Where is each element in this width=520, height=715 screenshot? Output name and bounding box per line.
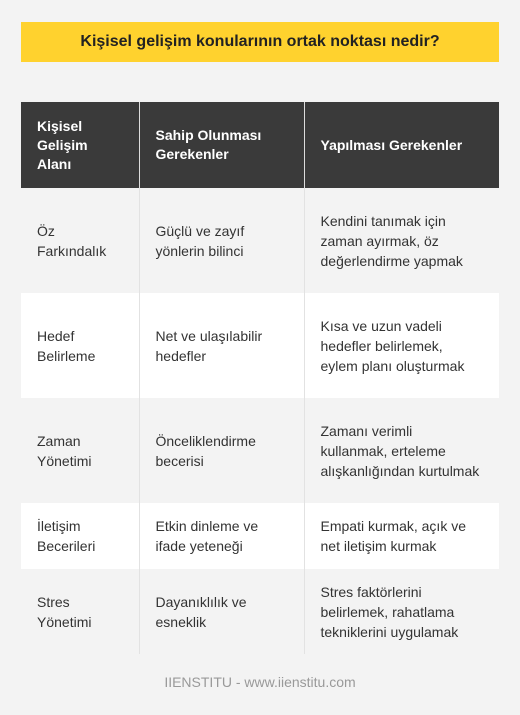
cell-requirements: Etkin dinleme ve ifade yeteneği xyxy=(139,503,304,569)
cell-area: Hedef Belirleme xyxy=(21,293,139,398)
footer-credit: IIENSTITU - www.iienstitu.com xyxy=(164,674,356,690)
table-row xyxy=(21,188,499,293)
table-header-row xyxy=(21,102,499,188)
cell-actions: Stres faktörlerini belirlemek, rahatlama tekniklerini uygulamak xyxy=(304,569,499,654)
cell-requirements: Net ve ulaşılabilir hedefler xyxy=(139,293,304,398)
cell-requirements: Dayanıklılık ve esneklik xyxy=(139,569,304,654)
cell-actions: Kendini tanımak için zaman ayırmak, öz değerlendirme yapmak xyxy=(304,188,499,293)
cell-actions: Zamanı verimli kullanmak, erteleme alışkanlığından kurtulmak xyxy=(304,398,499,503)
cell-area: Stres Yönetimi xyxy=(21,569,139,654)
page-title: Kişisel gelişim konularının ortak noktası nedir? xyxy=(21,22,499,62)
cell-area: Öz Farkındalık xyxy=(21,188,139,293)
cell-requirements: Önceliklendirme becerisi xyxy=(139,398,304,503)
cell-requirements: Güçlü ve zayıf yönlerin bilinci xyxy=(139,188,304,293)
cell-actions: Empati kurmak, açık ve net iletişim kurmak xyxy=(304,503,499,569)
table-row xyxy=(21,569,499,654)
column-header-requirements: Sahip Olunması Gerekenler xyxy=(139,102,304,188)
cell-area: İletişim Becerileri xyxy=(21,503,139,569)
development-table xyxy=(21,102,499,654)
table-row xyxy=(21,398,499,503)
cell-actions: Kısa ve uzun vadeli hedefler belirlemek, eylem planı oluşturmak xyxy=(304,293,499,398)
column-header-area: Kişisel Gelişim Alanı xyxy=(21,102,139,188)
cell-area: Zaman Yönetimi xyxy=(21,398,139,503)
table-row xyxy=(21,503,499,569)
column-header-actions: Yapılması Gerekenler xyxy=(304,102,499,188)
table-row xyxy=(21,293,499,398)
